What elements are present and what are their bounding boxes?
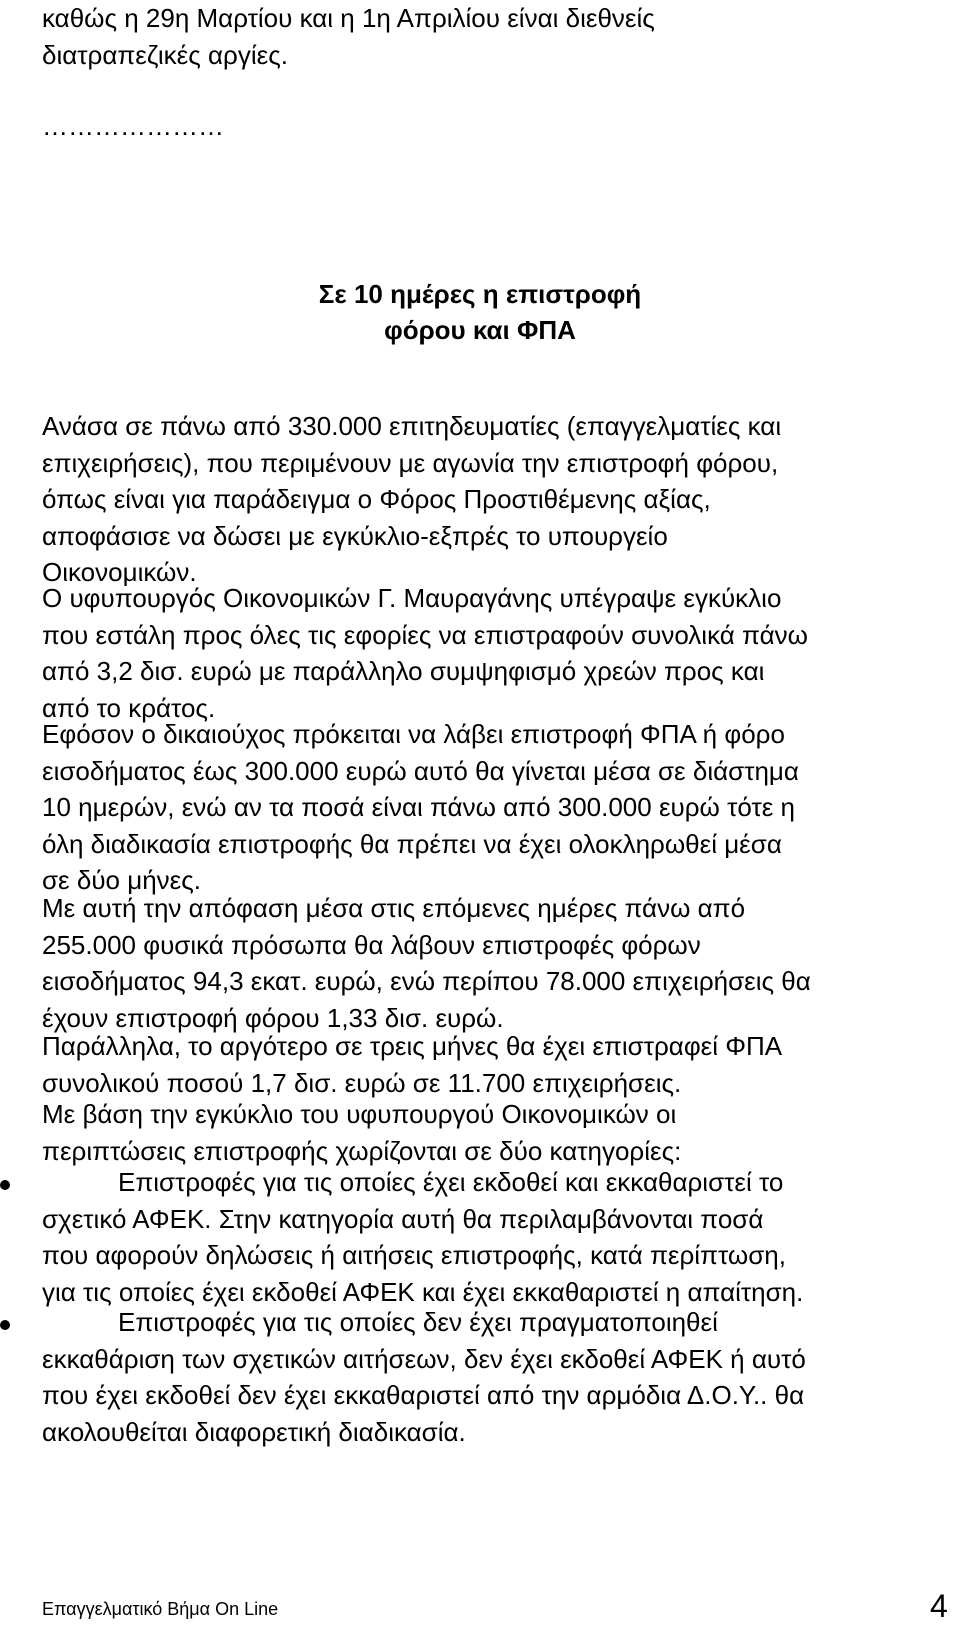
text-line: Επιστροφές για τις οποίες έχει εκδοθεί και εκκαθαριστεί το xyxy=(118,1167,784,1197)
separator-dots xyxy=(42,108,932,145)
text-line: Εφόσον ο δικαιούχος πρόκειται να λάβει επιστροφή ΦΠΑ ή φόρο xyxy=(42,719,785,749)
headline-line: φόρου και ΦΠΑ xyxy=(384,315,576,345)
headline-line: Σε 10 ημέρες η επιστροφή xyxy=(318,279,642,309)
text-line: Με αυτή την απόφαση μέσα στις επόμενες ημέρες πάνω από xyxy=(42,893,746,923)
separator-text: ………………… xyxy=(42,111,224,141)
text-line: Παράλληλα, το αργότερο σε τρεις μήνες θα έχει επιστραφεί ΦΠΑ xyxy=(42,1031,783,1061)
bullet-icon xyxy=(0,1180,10,1190)
text-line: Οικονομικών. xyxy=(42,557,197,587)
text-line: ακολουθείται διαφορετική διαδικασία. xyxy=(42,1416,466,1447)
page-number: 4 xyxy=(930,1588,948,1624)
text-line: που αφορούν δηλώσεις ή αιτήσεις επιστροφής, κατά περίπτωση, xyxy=(42,1240,786,1270)
text-line: έχουν επιστροφή φόρου 1,33 δισ. ευρώ. xyxy=(42,1002,504,1033)
text-line: διατραπεζικές αργίες. xyxy=(42,39,288,70)
text-line: που έχει εκδοθεί δεν έχει εκκαθαριστεί από την αρμόδια Δ.Ο.Υ.. θα xyxy=(42,1380,805,1410)
text-line: Ο υφυπουργός Οικονομικών Γ. Μαυραγάνης υπέγραψε εγκύκλιο xyxy=(42,583,782,613)
text-line: 255.000 φυσικά πρόσωπα θα λάβουν επιστροφές φόρων xyxy=(42,929,701,960)
text-line: εισοδήματος έως 300.000 ευρώ αυτό θα γίνεται μέσα σε διάστημα xyxy=(42,755,799,786)
body-paragraph xyxy=(42,1028,932,1101)
text-line: συνολικού ποσού 1,7 δισ. ευρώ σε 11.700 επιχειρήσεις. xyxy=(42,1067,682,1098)
text-line: σχετικό ΑΦΕΚ. Στην κατηγορία αυτή θα περιλαμβάνονται ποσά xyxy=(42,1203,764,1234)
text-line: εκκαθάριση των σχετικών αιτήσεων, δεν έχει εκδοθεί ΑΦΕΚ ή αυτό xyxy=(42,1343,806,1374)
article-headline xyxy=(0,276,960,348)
bullet-item xyxy=(42,1304,932,1450)
text-line: εισοδήματος 94,3 εκατ. ευρώ, ενώ περίπου 78.000 επιχειρήσεις θα xyxy=(42,966,811,996)
text-line: που εστάλη προς όλες τις εφορίες να επιστραφούν συνολικά πάνω xyxy=(42,619,808,650)
footer-publication: Επαγγελματικό Βήμα On Line xyxy=(42,1599,279,1619)
text-line: Ανάσα σε πάνω από 330.000 επιτηδευματίες (επαγγελματίες και xyxy=(42,411,782,441)
intro-paragraph xyxy=(42,0,932,73)
text-line: όλη διαδικασία επιστροφής θα πρέπει να έχει ολοκληρωθεί μέσα xyxy=(42,828,782,859)
text-line: από το κράτος. xyxy=(42,692,216,723)
body-paragraph xyxy=(42,716,932,899)
text-line: Με βάση την εγκύκλιο του υφυπουργού Οικονομικών οι xyxy=(42,1099,677,1129)
body-paragraph xyxy=(42,408,932,591)
text-line: για τις οποίες έχει εκδοθεί ΑΦΕΚ και έχει εκκαθαριστεί η απαίτηση. xyxy=(42,1276,804,1307)
text-line: αποφάσισε να δώσει με εγκύκλιο-εξπρές το υπουργείο xyxy=(42,520,668,551)
bullet-item xyxy=(42,1164,932,1310)
body-paragraph xyxy=(42,890,932,1036)
text-line: όπως είναι για παράδειγμα ο Φόρος Προστιθέμενης αξίας, xyxy=(42,484,711,514)
body-paragraph xyxy=(42,580,932,726)
text-line: καθώς η 29η Μαρτίου και η 1η Απριλίου είναι διεθνείς xyxy=(42,3,655,33)
text-line: περιπτώσεις επιστροφής χωρίζονται σε δύο κατηγορίες: xyxy=(42,1135,682,1166)
text-line: σε δύο μήνες. xyxy=(42,865,202,895)
text-line: 10 ημερών, ενώ αν τα ποσά είναι πάνω από 300.000 ευρώ τότε η xyxy=(42,792,795,822)
text-line: Επιστροφές για τις οποίες δεν έχει πραγματοποιηθεί xyxy=(118,1307,718,1337)
text-line: επιχειρήσεις), που περιμένουν με αγωνία την επιστροφή φόρου, xyxy=(42,447,779,478)
body-paragraph xyxy=(42,1096,932,1169)
bullet-icon xyxy=(0,1320,10,1330)
text-line: από 3,2 δισ. ευρώ με παράλληλο συμψηφισμό χρεών προς και xyxy=(42,656,765,686)
